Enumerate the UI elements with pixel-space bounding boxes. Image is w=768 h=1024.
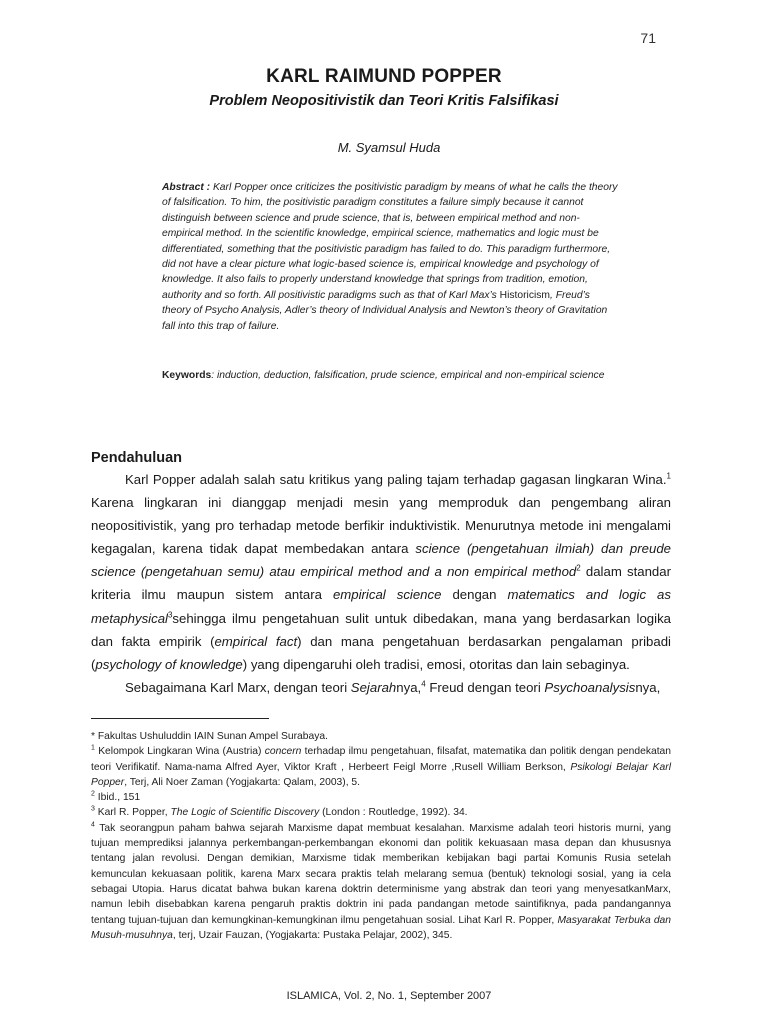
- paragraph-1: [91, 468, 671, 676]
- footnote-divider: [91, 718, 269, 719]
- footnote-number: 1: [91, 744, 95, 752]
- body-span: dalam standar kriteria ilmu maupun sistem antara: [91, 564, 671, 603]
- footnote-ref-4[interactable]: 4: [421, 679, 426, 689]
- body-italic: matematics and logic as metaphysical: [91, 587, 671, 626]
- keywords-text: : induction, deduction, falsification, prude science, empirical and non-empirical science: [211, 370, 605, 381]
- body-span: ) yang dipengaruhi oleh tradisi, emosi, otoritas dan lain sebaginya.: [242, 656, 630, 672]
- footnote-ref-2[interactable]: 2: [576, 563, 581, 573]
- section-heading: Pendahuluan: [91, 450, 183, 466]
- footnote-star: * Fakultas Ushuluddin IAIN Sunan Ampel Surabaya.: [91, 731, 328, 742]
- footnote-ref-1[interactable]: 1: [666, 471, 671, 481]
- footnote-2: [91, 790, 671, 805]
- body-span: Sebagaimana Karl Marx, dengan teori: [125, 679, 351, 695]
- footnotes: [91, 729, 671, 943]
- footnote-1: [91, 744, 671, 790]
- footnote-span: , Terj, Ali Noer Zaman (Yogjakarta: Qalam, 2003), 5.: [124, 776, 361, 788]
- footnote-span: Ibid., 151: [94, 792, 141, 804]
- keywords-label: Keywords: [162, 370, 212, 381]
- body-span: sehingga ilmu pengetahuan sulit untuk dibedakan, mana yang berdasarkan logika dan fakta empirik (: [91, 610, 671, 649]
- body-span: Freud dengan teori: [425, 679, 545, 695]
- footnote-3: [91, 805, 671, 820]
- body-span: Karena lingkaran ini dianggap menjadi mesin yang memproduk dan pengembang aliran neopositivistik, yang pro terhadap metode berfikir induktivistik. Menurutnya metode ini mengalami kegagalan, karena tidak dapat membedakan antara: [91, 495, 671, 557]
- body-span: nya,: [635, 679, 661, 695]
- footnote-italic: Psikologi Belajar Karl Popper: [91, 761, 671, 788]
- abstract-text-end: , Freud’s theory of Psycho Analysis, Adler’s theory of Individual Analysis and Newton’s theory of Gravitation fall into this trap of failure.: [162, 289, 608, 332]
- page-number: 71: [640, 30, 656, 46]
- footnote-span: , terj, Uzair Fauzan, (Yogjakarta: Pustaka Pelajar, 2002), 345.: [172, 929, 453, 941]
- body-text: [91, 468, 671, 699]
- footnote-span: Kelompok Lingkaran Wina (Austria): [94, 746, 265, 758]
- footnote-span: (London : Routledge, 1992). 34.: [319, 807, 468, 819]
- body-span: ) dan mana pengetahuan berdasarkan pengalaman pribadi (: [91, 633, 671, 672]
- footnote-italic: Masyarakat Terbuka dan Musuh-musuhnya: [91, 914, 672, 941]
- footnote-4: [91, 821, 671, 943]
- footnote-span: Karl R. Popper,: [94, 807, 171, 819]
- body-italic: Psychoanalysis: [544, 679, 636, 695]
- footnote-number: 3: [91, 806, 95, 814]
- footnote-italic: concern: [264, 746, 302, 758]
- abstract-text: Karl Popper once criticizes the positivistic paradigm by means of what he calls the theory of falsification. To him, the positivistic paradigm constitutes a failure simply because it cannot distinguish between science and prude science, that is, between empirical method and non-empirical method. In the scientific knowledge, empirical science, mathematics and logic must be differentiated, something that the positivistic paradigm has failed to do. This paradigm furthermore, did not have a clear picture what logic-based science is, empirical knowledge and psychology of knowledge. It also fails to properly understand knowledge that springs from tradition, emotion, authority and so forth. All positivistic paradigms such as that of Karl Max’s: [162, 182, 618, 301]
- body-span: nya,: [396, 679, 422, 695]
- paragraph-2: [91, 676, 671, 699]
- footnote-number: 2: [91, 790, 95, 798]
- body-italic: science (pengetahuan ilmiah) dan preude science (pengetahuan semu) atau empirical method and a non empirical method: [91, 541, 671, 580]
- abstract: [162, 180, 618, 334]
- article-subtitle: Problem Neopositivistik dan Teori Kritis Falsifikasi: [209, 93, 559, 109]
- body-italic: empirical fact: [214, 633, 298, 649]
- body-span: dengan: [441, 587, 508, 603]
- body-italic: Sejarah: [350, 679, 397, 695]
- footnote-italic: The Logic of Scientific Discovery: [170, 807, 320, 819]
- footnote-span: terhadap ilmu pengetahuan, filsafat, matematika dan politik dengan pendekatan teori Verifikatif. Nama-nama Alfred Ayer, Viktor Kraft , Herbeert Feigl Morre ,Rusell William Berkson,: [91, 746, 672, 773]
- abstract-historicism: Historicism: [499, 289, 551, 301]
- body-italic: psychology of knowledge: [95, 656, 243, 672]
- article-title: KARL RAIMUND POPPER: [266, 66, 502, 87]
- footnote-ref-3[interactable]: 3: [167, 610, 173, 620]
- abstract-label: Abstract :: [162, 182, 211, 193]
- journal-footer: ISLAMICA, Vol. 2, No. 1, September 2007: [286, 990, 492, 1002]
- keywords: [162, 366, 618, 385]
- footnote-number: 4: [91, 821, 95, 829]
- body-italic: empirical science: [332, 587, 442, 603]
- author-name: M. Syamsul Huda: [337, 140, 441, 155]
- body-span: Karl Popper adalah salah satu kritikus yang paling tajam terhadap gagasan lingkaran Wina.: [125, 472, 667, 487]
- footnote-span: Tak seorangpun paham bahwa sejarah Marxisme dapat membuat kesalahan. Marxisme adalah teori historis murni, yang tujuan memprediksi jalannya perkembangan-perkembangan ekonomi dan politik kekuasaan masa depan dan khususnya tentang jalan revolusi. Dengan demikian, Marxisme tidak memberikan kebijakan bagi partai Komunis Rusia setelah kemunculan kekuasaan politik, karena Marx secara praktis telah melarang semua (bentuk) teknologi sosial, yang ia cela sebagai Utopia. Harus dicatat bahwa bukan karena doktrin determinisme yang abstrak dan teori yang menyesatkanMarx, namun lebih disebabkan karena pengaruh praktis doktrin ini pada pandangan metode saintifiknya, pada pandangannya tentang tujuan-tujuan dan kemungkinan-kemungkinan ilmu pengetahuan sosial. Lihat Karl R. Popper,: [91, 822, 671, 926]
